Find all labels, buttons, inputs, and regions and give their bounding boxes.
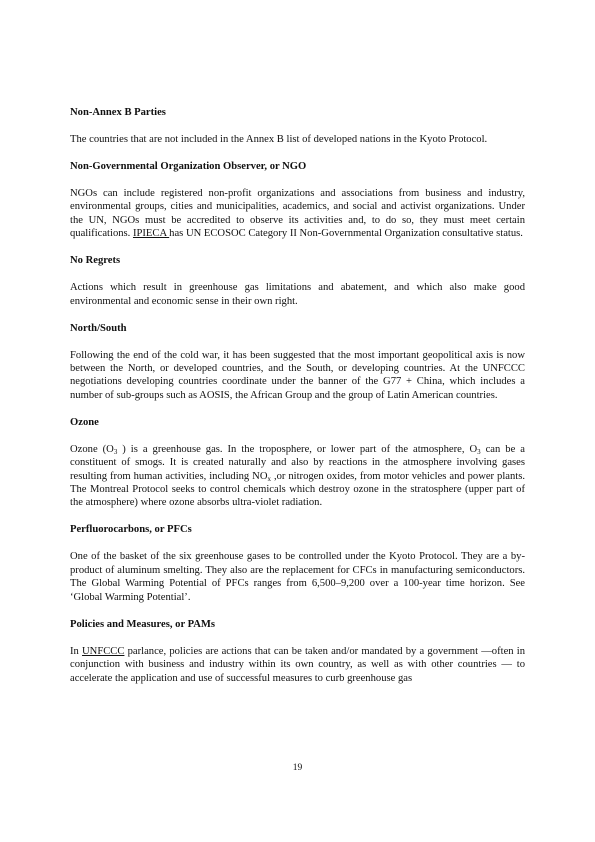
term-heading: Ozone — [70, 416, 99, 428]
page-number: 19 — [292, 763, 303, 773]
unfccc-link[interactable]: UNFCCC — [82, 645, 125, 657]
term-heading: North/South — [70, 322, 127, 334]
definition-text: Ozone (O — [70, 443, 114, 455]
definition-text: parlance, policies are actions that can be taken and/or mandated by a government —often in conjunction with business and industry within its own country, as well as with other countries — to accelerate the application and use of successful measures to curb greenhouse gas — [70, 645, 525, 684]
definition-text: NGOs can include registered non-profit organizations and associations from business and industry, environmental groups, cities and municipalities, academics, and social and activist organizations. Under the UN, NGOs must be accredited to observe its activities and, to do so, they must meet certain qualifications. — [70, 188, 525, 240]
definition-text: ) is a greenhouse gas. In the troposphere, or lower part of the atmosphere, O — [117, 443, 478, 455]
ipieca-link[interactable]: IPIECA — [132, 228, 170, 240]
definition-text: can be a constituent of smogs. It is created naturally and also by reactions in the atmosphere involving gases resulting from human activities, including NO — [70, 443, 525, 482]
definition-text: has UN ECOSOC Category II Non-Governmental Organization consultative status. — [169, 228, 523, 240]
term-definition — [70, 645, 525, 685]
subscript: 3 — [477, 447, 481, 456]
term-heading: Non-Governmental Organization Observer, or NGO — [70, 161, 307, 172]
glossary-content — [70, 106, 525, 699]
term-definition — [70, 187, 525, 241]
term-definition: Actions which result in greenhouse gas limitations and abatement, and which also make good environmental and economic sense in their own right. — [70, 282, 525, 307]
subscript: 3 — [113, 447, 118, 456]
term-heading: No Regrets — [70, 255, 121, 267]
definition-text: ,or nitrogen oxides, from motor vehicles and power plants. The Montreal Protocol seeks to control chemicals which destroy ozone in the stratosphere (upper part of the atmosphere) where ozone absorbs ultra-violet radiation. — [70, 470, 525, 509]
term-heading: Non-Annex B Parties — [70, 107, 166, 118]
term-definition: Following the end of the cold war, it has been suggested that the most important geopolitical axis is now between the North, or developed countries, and the South, or developing countries. At the UNFCCC negotiations developing countries coordinate under the banner of the G77 + China, which includes a number of sub-groups such as AOSIS, the African Group and the group of Latin American countries. — [70, 349, 525, 401]
term-definition — [70, 443, 525, 510]
term-heading: Perfluorocarbons, or PFCs — [70, 524, 192, 536]
term-definition: The countries that are not included in the Annex B list of developed nations in the Kyoto Protocol. — [70, 134, 488, 145]
definition-text: In — [70, 645, 83, 657]
term-heading: Policies and Measures, or PAMs — [70, 618, 216, 630]
term-definition: One of the basket of the six greenhouse gases to be controlled under the Kyoto Protocol. They are a by-product of aluminum smelting. They also are the replacement for CFCs in manufacturing semiconductors. The Global Warming Potential of PFCs ranges from 6,500–9,200 over a 100-year time horizon. See ‘Global Warming Potential’. — [70, 551, 525, 603]
subscript: x — [267, 474, 271, 483]
